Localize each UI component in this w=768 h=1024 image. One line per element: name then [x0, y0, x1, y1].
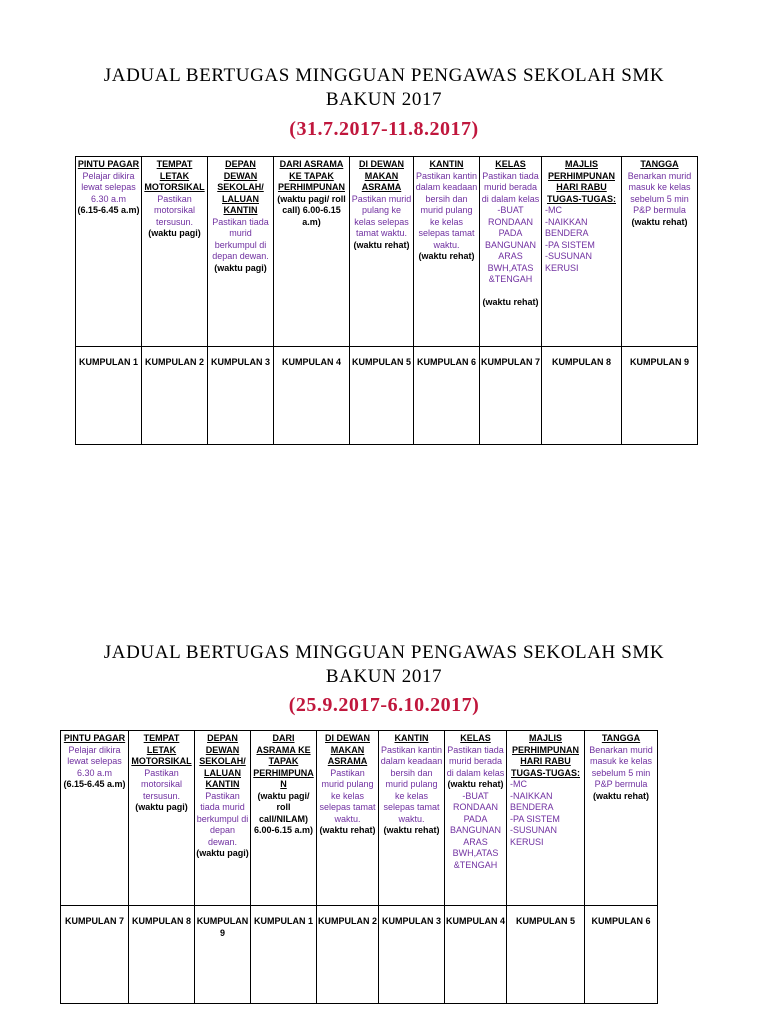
group-cell	[507, 906, 585, 1004]
group-label: KUMPULAN 2	[318, 916, 378, 926]
group-row	[61, 906, 658, 1004]
group-cell	[129, 906, 195, 1004]
duty-heading: MAJLIS PERHIMPUNAN HARI RABU TUGAS-TUGAS:	[511, 733, 580, 778]
title-line2: BAKUN 2017	[325, 89, 443, 110]
duty-cell-motorsikal	[142, 157, 208, 347]
group-cell	[350, 347, 414, 445]
duty-time: (waktu rehat)	[319, 825, 376, 835]
duty-description: Benarkan murid masuk ke kelas sebelum 5 min P&P bermula	[627, 170, 692, 215]
group-label: KUMPULAN 7	[64, 916, 124, 926]
group-cell	[142, 347, 208, 445]
duty-description: Pastikan motorsikal tersusun.	[140, 767, 182, 801]
group-label: KUMPULAN 4	[281, 357, 341, 367]
duty-time: (waktu rehat)	[592, 790, 649, 801]
duty-task: -NAIKKAN BENDERA	[545, 216, 589, 238]
duty-heading: KANTIN	[429, 159, 464, 169]
duty-time: (waktu pagi)	[135, 802, 188, 812]
title-line2: BAKUN 2017	[325, 666, 443, 687]
duty-cell-pintu-pagar	[76, 157, 142, 347]
schedule2-table	[60, 730, 658, 1004]
duty-row	[76, 157, 698, 347]
duty-task: -PA SISTEM	[510, 813, 560, 824]
duty-cell-asrama	[251, 731, 317, 906]
duty-task: -MC	[510, 779, 527, 789]
duty-task: -MC	[545, 205, 562, 215]
duty-row	[61, 731, 658, 906]
group-cell	[208, 347, 274, 445]
duty-time: (waktu rehat)	[418, 251, 475, 261]
duty-description: Benarkan murid masuk ke kelas sebelum 5 min P&P bermula	[589, 744, 653, 789]
duty-heading: DI DEWAN MAKAN ASRAMA	[359, 159, 404, 192]
duty-heading: TEMPAT LETAK MOTORSIKAL	[131, 733, 192, 766]
group-cell	[622, 347, 698, 445]
duty-cell-kantin	[414, 157, 480, 347]
group-label: KUMPULAN 5	[351, 357, 411, 367]
duty-cell-kelas	[480, 157, 542, 347]
group-cell	[76, 347, 142, 445]
duty-heading: DEPAN DEWAN SEKOLAH/ LALUAN KANTIN	[199, 733, 246, 789]
group-cell	[445, 906, 507, 1004]
duty-time: (waktu pagi)	[196, 848, 249, 858]
duty-description: Pastikan kantin dalam keadaan bersih dan murid pulang ke kelas selepas tamat waktu.	[380, 744, 443, 824]
group-label: KUMPULAN 3	[381, 916, 441, 926]
group-cell	[61, 906, 129, 1004]
duty-time: (waktu rehat)	[482, 296, 539, 307]
duty-description: Pastikan murid pulang ke kelas selepas tamat waktu.	[351, 193, 412, 238]
schedule2-title	[0, 641, 768, 689]
duty-description-extra: -BUAT RONDAAN PADA BANGUNAN ARAS BWH,ATAS &TENGAH	[449, 790, 501, 870]
duty-cell-majlis	[542, 157, 622, 347]
group-cell	[317, 906, 379, 1004]
schedule1-title	[0, 64, 768, 112]
group-label: KUMPULAN 2	[144, 357, 204, 367]
group-label: KUMPULAN 5	[515, 916, 575, 926]
duty-description: Pastikan murid pulang ke kelas selepas tamat waktu.	[319, 767, 376, 824]
duty-task: -PA SISTEM	[545, 239, 595, 250]
group-label: KUMPULAN 7	[481, 357, 541, 367]
duty-time: (6.15-6.45 a.m)	[63, 779, 126, 789]
group-label: KUMPULAN 8	[551, 357, 611, 367]
group-label: KUMPULAN 3	[210, 357, 270, 367]
duty-heading: TEMPAT LETAK MOTORSIKAL	[144, 159, 205, 192]
group-cell	[274, 347, 350, 445]
duty-time: (6.15-6.45 a.m)	[77, 205, 140, 215]
group-label: KUMPULAN 8	[131, 916, 191, 926]
group-cell	[414, 347, 480, 445]
duty-cell-asrama	[274, 157, 350, 347]
group-label: KUMPULAN 9	[629, 357, 689, 367]
schedule2-date-range: (25.9.2017-6.10.2017)	[288, 694, 480, 716]
group-cell	[585, 906, 658, 1004]
duty-heading: DARI ASRAMA KE TAPAK PERHIMPUNAN	[253, 733, 314, 789]
duty-time: (waktu rehat)	[383, 825, 440, 835]
duty-heading: KELAS	[495, 159, 526, 169]
duty-time: (waktu pagi)	[148, 228, 201, 238]
duty-description: Pastikan tiada murid berada di dalam kelas	[446, 744, 505, 778]
schedule1-date-range: (31.7.2017-11.8.2017)	[289, 118, 479, 140]
duty-heading: TANGGA	[601, 733, 641, 743]
duty-time: (waktu rehat)	[447, 779, 504, 789]
group-label: KUMPULAN 6	[591, 916, 651, 926]
duty-cell-majlis	[507, 731, 585, 906]
group-label: KUMPULAN 4	[446, 916, 506, 926]
duty-cell-tangga	[585, 731, 658, 906]
duty-time: (waktu pagi/ roll call/NILAM) 6.00-6.15 a.m)	[253, 790, 314, 835]
duty-description: Pastikan motorsikal tersusun.	[153, 193, 195, 227]
duty-task: -SUSUNAN KERUSI	[510, 825, 558, 847]
duty-heading: DI DEWAN MAKAN ASRAMA	[325, 733, 370, 766]
duty-heading: KANTIN	[394, 733, 429, 743]
duty-description: Pastikan tiada murid berkumpul di depan dewan.	[196, 790, 249, 847]
duty-heading: PINTU PAGAR	[63, 733, 126, 743]
duty-description: Pelajar dikira lewat selepas 6.30 a.m	[67, 744, 122, 778]
duty-description: Pastikan kantin dalam keadaan bersih dan murid pulang ke kelas selepas tamat waktu.	[415, 170, 478, 250]
group-cell	[542, 347, 622, 445]
group-cell	[251, 906, 317, 1004]
group-label: KUMPULAN 1	[253, 916, 313, 926]
duty-cell-dewan-makan	[350, 157, 414, 347]
duty-heading: PINTU PAGAR	[77, 159, 140, 169]
duty-time: (waktu pagi)	[214, 262, 267, 273]
duty-task: -NAIKKAN BENDERA	[510, 790, 554, 812]
duty-description: Pelajar dikira lewat selepas 6.30 a.m	[81, 170, 136, 204]
duty-heading: DARI ASRAMA KE TAPAK PERHIMPUNAN	[277, 159, 345, 192]
duty-heading: KELAS	[460, 733, 491, 743]
group-row	[76, 347, 698, 445]
group-cell	[379, 906, 445, 1004]
duty-heading: DEPAN DEWAN SEKOLAH/ LALUAN KANTIN	[217, 159, 264, 215]
group-label: KUMPULAN 9	[196, 916, 249, 938]
duty-cell-tangga	[622, 157, 698, 347]
duty-cell-depan-dewan	[195, 731, 251, 906]
title-line1: JADUAL BERTUGAS MINGGUAN PENGAWAS SEKOLAH SMK	[103, 65, 665, 86]
duty-time: (waktu rehat)	[631, 216, 688, 227]
duty-description: Pastikan tiada murid berada di dalam kelas -BUAT RONDAAN PADA BANGUNAN ARAS BWH,ATAS &TENGAH	[481, 170, 540, 284]
title-line1: JADUAL BERTUGAS MINGGUAN PENGAWAS SEKOLAH SMK	[103, 642, 665, 663]
duty-cell-motorsikal	[129, 731, 195, 906]
duty-description: Pastikan tiada murid berkumpul di depan dewan.	[212, 216, 269, 261]
group-cell	[480, 347, 542, 445]
duty-cell-kantin	[379, 731, 445, 906]
duty-cell-depan-dewan	[208, 157, 274, 347]
duty-heading: TANGGA	[640, 159, 679, 169]
duty-cell-kelas	[445, 731, 507, 906]
group-label: KUMPULAN 6	[416, 357, 476, 367]
duty-time: (waktu rehat)	[353, 239, 410, 250]
duty-task: -SUSUNAN KERUSI	[545, 251, 593, 273]
duty-time: (waktu pagi/ roll call) 6.00-6.15 a.m)	[277, 193, 346, 227]
group-label: KUMPULAN 1	[78, 357, 138, 367]
group-cell	[195, 906, 251, 1004]
duty-cell-pintu-pagar	[61, 731, 129, 906]
duty-cell-dewan-makan	[317, 731, 379, 906]
schedule1-table	[75, 156, 698, 445]
duty-heading: MAJLIS PERHIMPUNAN HARI RABU TUGAS-TUGAS:	[547, 159, 616, 204]
